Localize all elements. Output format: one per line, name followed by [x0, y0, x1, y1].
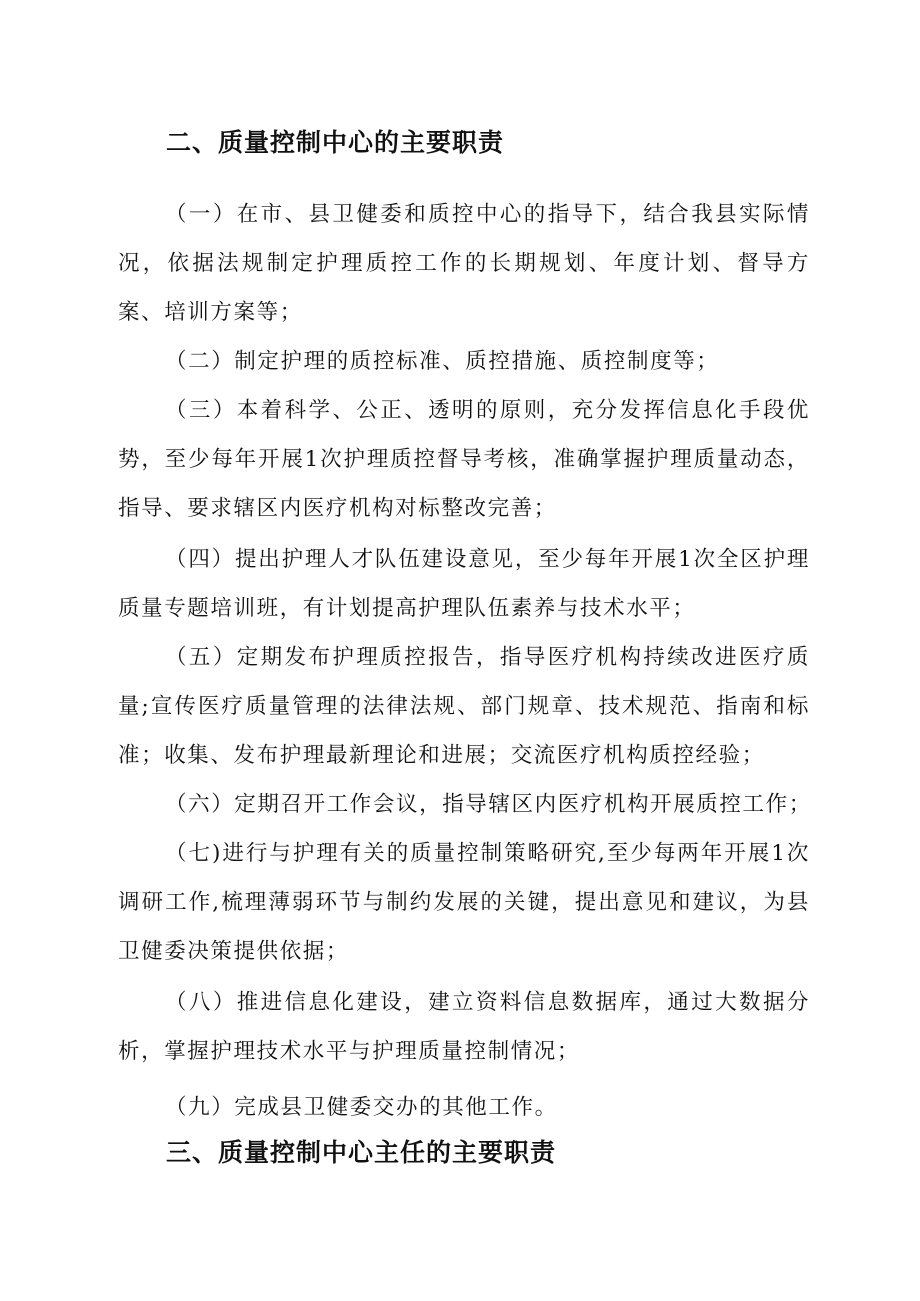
- duty-item-8: （八）推进信息化建设，建立资料信息数据库，通过大数据分析，掌握护理技术水平与护理质量控制情况；: [118, 990, 810, 1064]
- duty-item-6: （六）定期召开工作会议，指导辖区内医疗机构开展质控工作；: [165, 792, 812, 817]
- duty-item-2: （二）制定护理的质控标准、质控措施、质控制度等；: [165, 349, 720, 374]
- section-heading-2: 二、质量控制中心的主要职责: [166, 128, 505, 157]
- duty-item-4: （四）提出护理人才队伍建设意见，至少每年开展1次全区护理质量专题培训班，有计划提高护理队伍素养与技术水平；: [118, 547, 810, 621]
- duty-item-1: （一）在市、县卫健委和质控中心的指导下，结合我县实际情况，依据法规制定护理质控工作的长期规划、年度计划、督导方案、培训方案等；: [118, 202, 810, 325]
- section-heading-3: 三、质量控制中心主任的主要职责: [166, 1138, 557, 1167]
- duty-item-9: （九）完成县卫健委交办的其他工作。: [165, 1095, 558, 1120]
- duty-item-5: （五）定期发布护理质控报告，指导医疗机构持续改进医疗质量;宣传医疗质量管理的法律法规、部门规章、技术规范、指南和标准；收集、发布护理最新理论和进展；交流医疗机构质控经验；: [118, 645, 810, 768]
- duty-item-7: （七)进行与护理有关的质量控制策略研究,至少每两年开展1次调研工作,梳理薄弱环节与制约发展的关键，提出意见和建议，为县卫健委决策提供依据；: [118, 841, 810, 964]
- duty-item-3: （三）本着科学、公正、透明的原则，充分发挥信息化手段优势，至少每年开展1次护理质控督导考核，准确掌握护理质量动态，指导、要求辖区内医疗机构对标整改完善；: [118, 398, 810, 521]
